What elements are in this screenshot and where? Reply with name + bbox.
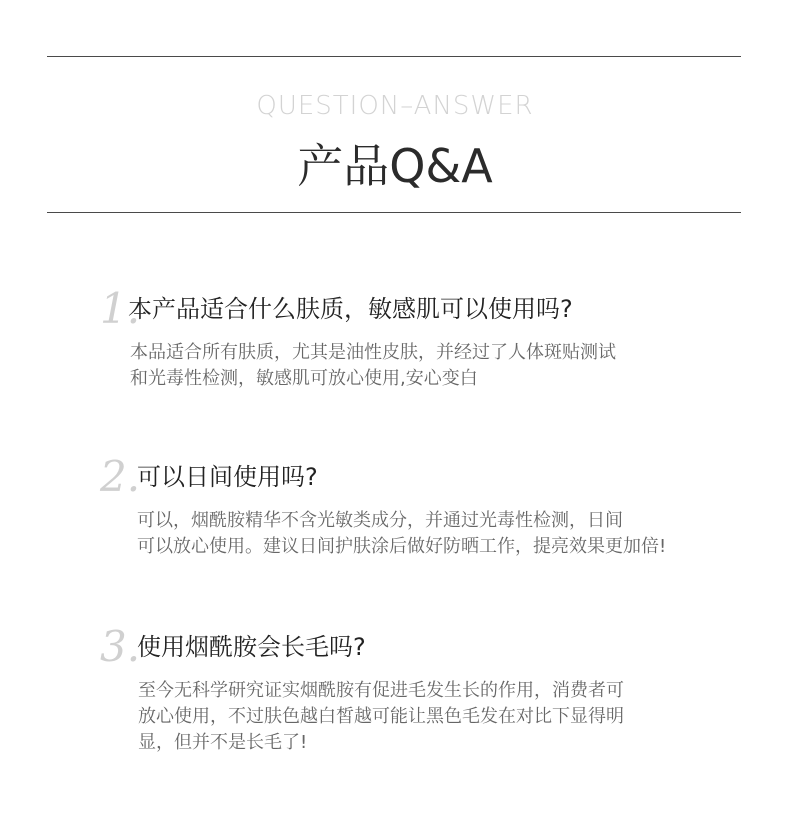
qa-answer (130, 340, 616, 392)
answer-line: 显，但并不是长毛了! (138, 732, 308, 753)
bottom-divider (47, 212, 741, 213)
top-divider (47, 56, 741, 57)
qa-question: 可以日间使用吗? (137, 463, 318, 491)
qa-question: 使用烟酰胺会长毛吗? (137, 633, 366, 661)
section-subtitle: QUESTION–ANSWER (256, 91, 534, 121)
answer-line: 可以，烟酰胺精华不含光敏类成分，并通过光毒性检测，日间 (137, 510, 623, 531)
qa-number: 2. (100, 452, 141, 501)
section-title: 产品Q&A (297, 139, 493, 193)
qa-number: 3. (100, 622, 141, 671)
answer-line: 本品适合所有肤质，尤其是油性皮肤，并经过了人体斑贴测试 (130, 342, 616, 363)
answer-line: 可以放心使用。建议日间护肤涂后做好防晒工作，提亮效果更加倍! (137, 536, 667, 557)
qa-question: 本产品适合什么肤质，敏感肌可以使用吗? (128, 295, 573, 323)
qa-answer (137, 508, 666, 560)
qa-answer (138, 678, 624, 756)
answer-line: 和光毒性检测，敏感肌可放心使用,安心变白 (130, 368, 478, 389)
answer-line: 放心使用，不过肤色越白皙越可能让黑色毛发在对比下显得明 (138, 706, 624, 727)
answer-line: 至今无科学研究证实烟酰胺有促进毛发生长的作用，消费者可 (138, 680, 624, 701)
qa-number: 1. (100, 284, 141, 333)
